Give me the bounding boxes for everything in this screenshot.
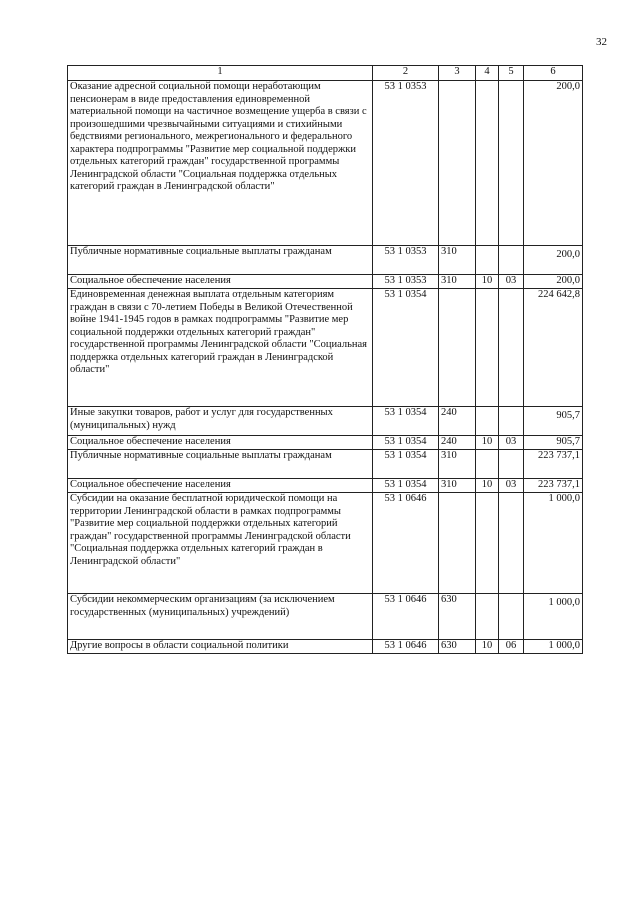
header-cell: 3 [439,66,476,81]
row-type: 310 [439,246,476,275]
row-code: 53 1 0646 [373,493,439,594]
row-code: 53 1 0646 [373,640,439,654]
row-name: Публичные нормативные социальные выплаты гражданам [68,450,373,479]
row-section [476,493,499,594]
table-row [68,479,583,493]
row-subsection [499,81,524,246]
row-subsection: 03 [499,479,524,493]
row-name: Субсидии на оказание бесплатной юридической помощи на территории Ленинградской области в рамках подпрограммы "Развитие мер социальной поддержки отдельных категорий граждан" государственной программы Ленинградской области "Социальная поддержка отдельных категорий граждан в Ленинградской области" [68,493,373,594]
row-amount: 905,7 [524,407,583,436]
header-cell: 1 [68,66,373,81]
header-cell: 5 [499,66,524,81]
row-amount: 200,0 [524,275,583,289]
row-subsection [499,289,524,407]
table-row [68,81,583,246]
row-type: 310 [439,275,476,289]
table-row [68,246,583,275]
page-number: 32 [596,36,607,48]
header-cell: 2 [373,66,439,81]
row-type [439,493,476,594]
row-type: 310 [439,479,476,493]
header-cell: 6 [524,66,583,81]
row-name: Другие вопросы в области социальной политики [68,640,373,654]
row-type: 310 [439,450,476,479]
table-row [68,275,583,289]
row-name: Социальное обеспечение населения [68,479,373,493]
row-subsection [499,407,524,436]
row-code: 53 1 0353 [373,275,439,289]
table-row [68,493,583,594]
row-section: 10 [476,275,499,289]
row-amount: 223 737,1 [524,450,583,479]
row-code: 53 1 0353 [373,81,439,246]
row-code: 53 1 0646 [373,594,439,640]
row-type [439,289,476,407]
row-section [476,81,499,246]
row-code: 53 1 0354 [373,479,439,493]
row-amount: 200,0 [524,81,583,246]
row-code: 53 1 0354 [373,289,439,407]
row-code: 53 1 0354 [373,450,439,479]
row-section [476,407,499,436]
row-code: 53 1 0353 [373,246,439,275]
row-amount: 224 642,8 [524,289,583,407]
header-cell: 4 [476,66,499,81]
row-section [476,246,499,275]
row-amount: 200,0 [524,246,583,275]
row-name: Оказание адресной социальной помощи неработающим пенсионерам в виде предоставления единовременной материальной помощи на частичное возмещение ущерба в связи с произошедшими чрезвычайными ситуациями и стихийными бедствиями регионального, межрегионального и федерального характера подпрограммы "Развитие мер социальной поддержки отдельных категорий граждан" государственной программы Ленинградской области "Социальная поддержка отдельных категорий граждан в Ленинградской области" [68,81,373,246]
row-type: 630 [439,594,476,640]
row-section: 10 [476,436,499,450]
table-row [68,594,583,640]
budget-table [67,65,583,654]
table-row [68,289,583,407]
row-subsection: 06 [499,640,524,654]
row-section: 10 [476,479,499,493]
row-amount: 223 737,1 [524,479,583,493]
row-section [476,594,499,640]
table-row [68,436,583,450]
row-type [439,81,476,246]
row-name: Субсидии некоммерческим организациям (за исключением государственных (муниципальных) учреждений) [68,594,373,640]
row-amount: 1 000,0 [524,493,583,594]
row-section [476,289,499,407]
row-name: Единовременная денежная выплата отдельным категориям граждан в связи с 70-летием Победы в Великой Отечественной войне 1941-1945 годов в рамках подпрограммы "Развитие мер социальной поддержки отдельных категорий граждан" государственной программы Ленинградской области "Социальная поддержка отдельных категорий граждан в Ленинградской области" [68,289,373,407]
table-header-row [68,66,583,81]
row-subsection [499,493,524,594]
row-subsection [499,450,524,479]
table-row [68,640,583,654]
row-name: Публичные нормативные социальные выплаты гражданам [68,246,373,275]
row-amount: 1 000,0 [524,640,583,654]
row-subsection: 03 [499,275,524,289]
row-name: Социальное обеспечение населения [68,275,373,289]
table-row [68,407,583,436]
row-amount: 905,7 [524,436,583,450]
row-section [476,450,499,479]
row-name: Иные закупки товаров, работ и услуг для государственных (муниципальных) нужд [68,407,373,436]
row-subsection [499,594,524,640]
row-subsection [499,246,524,275]
row-name: Социальное обеспечение населения [68,436,373,450]
row-code: 53 1 0354 [373,436,439,450]
row-type: 240 [439,436,476,450]
row-type: 240 [439,407,476,436]
row-subsection: 03 [499,436,524,450]
row-amount: 1 000,0 [524,594,583,640]
row-type: 630 [439,640,476,654]
row-code: 53 1 0354 [373,407,439,436]
table-row [68,450,583,479]
row-section: 10 [476,640,499,654]
